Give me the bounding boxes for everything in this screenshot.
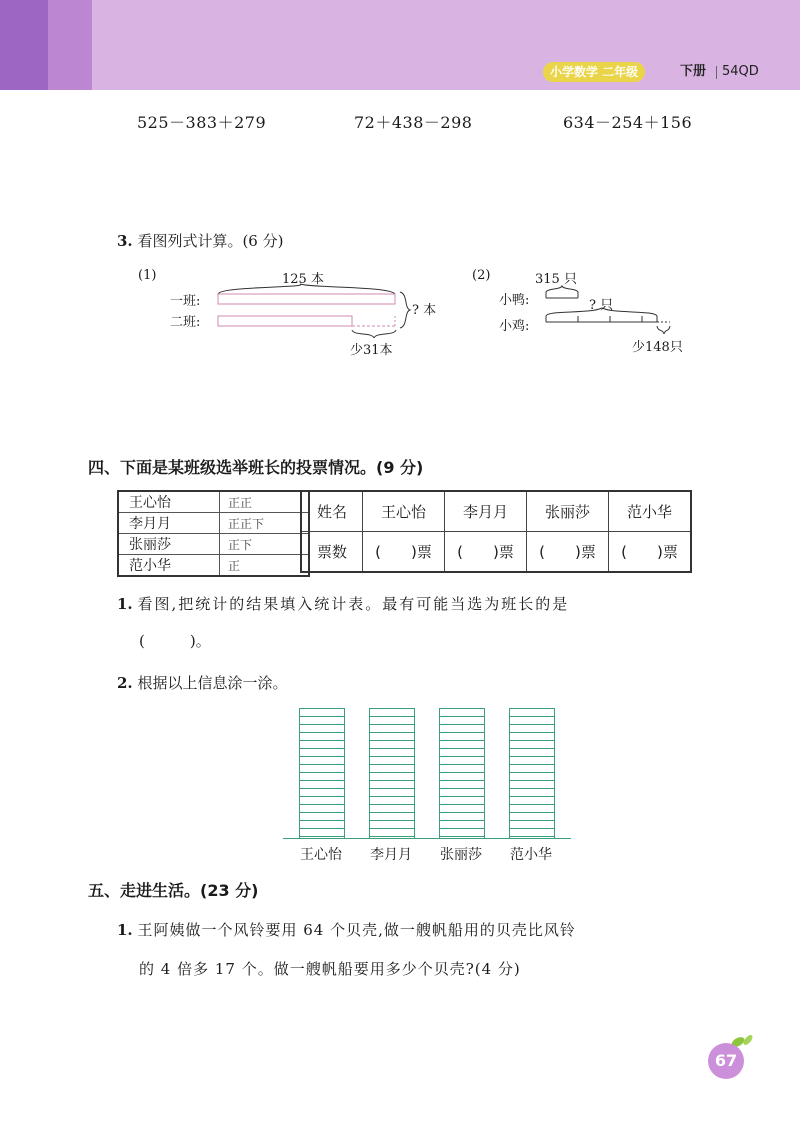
diagram-1-top-value: 125 本	[282, 272, 324, 287]
stat-header-cell: 范小华	[609, 491, 692, 532]
diagram-1-bar-class2	[218, 316, 352, 326]
page-number: 67	[708, 1043, 744, 1079]
diagram-1-top-brace	[218, 284, 395, 294]
question-number: 1.	[117, 921, 133, 939]
stat-header-cell: 李月月	[445, 491, 527, 532]
bar-label: 张丽莎	[440, 847, 482, 863]
diagram-1-bar-class1	[218, 294, 395, 304]
bar-label: 范小华	[510, 847, 552, 863]
header-divider	[716, 66, 717, 79]
question-text: 王阿姨做一个风铃要用 64 个贝壳,做一艘帆船用的贝壳比风铃	[137, 921, 576, 939]
stat-header-cell: 王心怡	[363, 491, 445, 532]
expression-3: 634－254＋156	[563, 113, 693, 132]
section-4-question-2	[117, 672, 287, 693]
diagram-2-top-value: 315 只	[535, 272, 577, 287]
stat-vote-blank[interactable]: ( )票	[363, 532, 445, 573]
bar-label: 王心怡	[300, 847, 342, 863]
question-number: 3.	[117, 232, 133, 250]
bar-column-wang[interactable]	[299, 708, 345, 839]
header-accent-dark	[0, 0, 48, 90]
tally-name: 范小华	[118, 555, 220, 577]
tally-name: 张丽莎	[118, 534, 220, 555]
tally-row	[118, 491, 309, 513]
question-text: 看图列式计算。(6 分)	[137, 232, 284, 250]
stat-header-row	[301, 491, 691, 532]
stat-header-cell: 姓名	[301, 491, 363, 532]
question-text: 根据以上信息涂一涂。	[137, 674, 288, 692]
question-number: 1.	[117, 595, 133, 613]
question-text: 看图,把统计的结果填入统计表。最有可能当选为班长的是	[137, 595, 570, 613]
header-accent-light	[48, 0, 92, 90]
bar-label: 李月月	[370, 847, 412, 863]
diagram-1-right-brace	[400, 292, 410, 328]
bar-column-fan[interactable]	[509, 708, 555, 839]
diagram-1-less-label: 少31本	[350, 343, 393, 358]
question-text-line2: 的 4 倍多 17 个。做一艘帆船要用多少个贝壳?(4 分)	[139, 960, 521, 978]
tally-name: 王心怡	[118, 491, 220, 513]
stat-vote-blank[interactable]: ( )票	[527, 532, 609, 573]
tally-marks: 正正	[220, 491, 310, 513]
diagram-1-row2-label: 二班:	[170, 315, 201, 330]
section-4-question-1	[117, 593, 569, 614]
tally-name: 李月月	[118, 513, 220, 534]
diagram-1-question: ? 本	[412, 303, 437, 318]
book-code: 54QD	[722, 64, 759, 79]
stat-vote-row	[301, 532, 691, 573]
stat-vote-label: 票数	[301, 532, 363, 573]
tally-row	[118, 555, 309, 577]
tally-marks: 正下	[220, 534, 310, 555]
tally-marks: 正	[220, 555, 310, 577]
diagram-2-top-brace	[546, 286, 578, 298]
term-label: 下册	[680, 64, 707, 79]
diagram-1-row1-label: 一班:	[170, 294, 201, 309]
diagram-2-less-brace	[657, 326, 670, 334]
stat-vote-blank[interactable]: ( )票	[445, 532, 527, 573]
tally-table	[117, 490, 310, 577]
tally-row	[118, 513, 309, 534]
answer-blank[interactable]: ( )。	[139, 632, 211, 650]
expression-1: 525－383＋279	[137, 113, 267, 132]
bar-axis	[283, 838, 571, 839]
statistics-table	[300, 490, 692, 573]
diagram-2-label: (2)	[472, 268, 491, 283]
tally-marks: 正正下	[220, 513, 310, 534]
question-number: 2.	[117, 674, 133, 692]
bar-column-zhang[interactable]	[439, 708, 485, 839]
diagram-1-less-brace	[352, 330, 396, 338]
diagram-2-row2-label: 小鸡:	[499, 319, 530, 334]
diagram-2-less-label: 少148只	[632, 340, 683, 355]
section-5-title: 五、走进生活。(23 分)	[88, 881, 259, 900]
diagram-2-row1-label: 小鸭:	[499, 293, 530, 308]
question-3	[117, 230, 283, 251]
tally-row	[118, 534, 309, 555]
expression-2: 72＋438－298	[354, 113, 473, 132]
diagram-1-label: (1)	[138, 268, 157, 283]
diagram-2-question: ? 只	[589, 298, 614, 313]
section-5-question-1	[117, 919, 576, 940]
stat-vote-blank[interactable]: ( )票	[609, 532, 692, 573]
subject-badge: 小学数学 二年级	[543, 62, 645, 82]
stat-header-cell: 张丽莎	[527, 491, 609, 532]
bar-column-li[interactable]	[369, 708, 415, 839]
section-4-title: 四、下面是某班级选举班长的投票情况。(9 分)	[88, 458, 424, 477]
